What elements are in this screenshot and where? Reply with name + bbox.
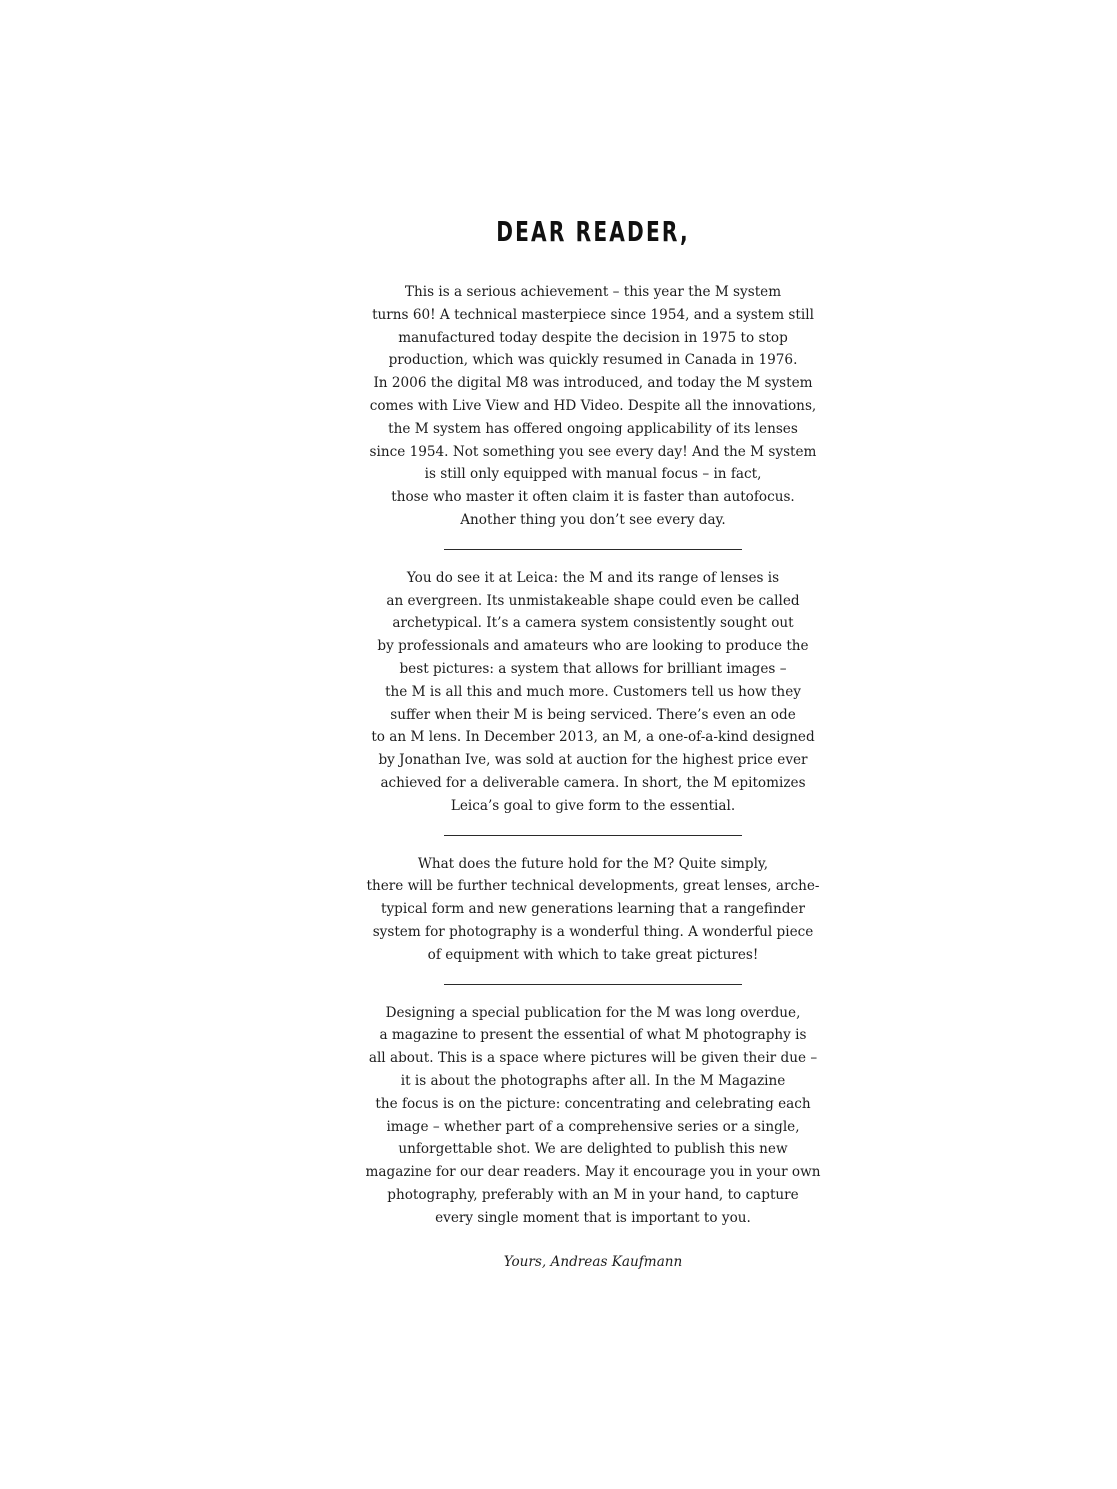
section-divider bbox=[444, 835, 742, 836]
paragraph-line: photography, preferably with an M in your hand, to capture bbox=[387, 1186, 799, 1203]
signature: Yours, Andreas Kaufmann bbox=[503, 1254, 683, 1271]
paragraph-line: turns 60! A technical masterpiece since 1954, and a system still bbox=[372, 306, 814, 323]
paragraph-line: Designing a special publication for the M was long overdue, bbox=[385, 1004, 801, 1021]
paragraph-line: an evergreen. Its unmistakeable shape could even be called bbox=[386, 592, 800, 609]
paragraph-line: to an M lens. In December 2013, an M, a one-of-a-kind designed bbox=[371, 729, 815, 746]
paragraph-line: the M is all this and much more. Customers tell us how they bbox=[385, 683, 801, 700]
paragraph-line: by professionals and amateurs who are looking to produce the bbox=[377, 638, 809, 655]
paragraph-line: In 2006 the digital M8 was introduced, and today the M system bbox=[373, 375, 813, 392]
paragraph-line: the focus is on the picture: concentrating and celebrating each bbox=[375, 1095, 811, 1112]
paragraph-4 bbox=[343, 1002, 843, 1230]
paragraph-line: comes with Live View and HD Video. Despite all the innovations, bbox=[369, 397, 817, 414]
paragraph-line: every single moment that is important to you. bbox=[435, 1209, 751, 1226]
paragraph-1 bbox=[343, 281, 843, 532]
paragraph-line: is still only equipped with manual focus – in fact, bbox=[424, 466, 762, 483]
letter-heading: DEAR READER, bbox=[496, 215, 690, 248]
paragraph-line: since 1954. Not something you see every day! And the M system bbox=[369, 443, 817, 460]
paragraph-line: You do see it at Leica: the M and its range of lenses is bbox=[406, 569, 780, 586]
paragraph-line: of equipment with which to take great pictures! bbox=[427, 946, 759, 963]
paragraph-3 bbox=[343, 853, 843, 967]
paragraph-line: system for photography is a wonderful thing. A wonderful piece bbox=[372, 923, 814, 940]
paragraph-line: typical form and new generations learning that a rangefinder bbox=[381, 901, 805, 918]
paragraph-line: manufactured today despite the decision in 1975 to stop bbox=[398, 329, 788, 346]
paragraph-2 bbox=[343, 567, 843, 818]
paragraph-line: all about. This is a space where pictures will be given their due – bbox=[368, 1050, 818, 1067]
paragraph-line: production, which was quickly resumed in Canada in 1976. bbox=[388, 352, 798, 369]
paragraph-line: best pictures: a system that allows for brilliant images – bbox=[399, 660, 787, 677]
paragraph-line: magazine for our dear readers. May it encourage you in your own bbox=[365, 1164, 821, 1181]
paragraph-line: those who master it often claim it is faster than autofocus. bbox=[391, 489, 795, 506]
paragraph-line: Another thing you don’t see every day. bbox=[460, 511, 726, 528]
paragraph-line: it is about the photographs after all. In the M Magazine bbox=[400, 1072, 786, 1089]
paragraph-line: there will be further technical developments, great lenses, arche- bbox=[366, 878, 820, 895]
letter-column bbox=[343, 212, 843, 1273]
paragraph-line: achieved for a deliverable camera. In short, the M epitomizes bbox=[380, 774, 806, 791]
paragraph-line: What does the future hold for the M? Quite simply, bbox=[417, 855, 769, 872]
paragraph-line: suffer when their M is being serviced. There’s even an ode bbox=[390, 706, 796, 723]
paragraph-line: the M system has offered ongoing applicability of its lenses bbox=[388, 420, 798, 437]
paragraph-line: Leica’s goal to give form to the essential. bbox=[450, 797, 736, 814]
paragraph-line: This is a serious achievement – this year the M system bbox=[404, 284, 782, 300]
paragraph-line: image – whether part of a comprehensive series or a single, bbox=[386, 1118, 800, 1135]
section-divider bbox=[444, 549, 742, 550]
paragraph-line: archetypical. It’s a camera system consistently sought out bbox=[392, 615, 794, 632]
section-divider bbox=[444, 984, 742, 985]
paragraph-line: by Jonathan Ive, was sold at auction for the highest price ever bbox=[378, 752, 808, 769]
paragraph-line: unforgettable shot. We are delighted to publish this new bbox=[398, 1141, 788, 1158]
paragraph-line: a magazine to present the essential of what M photography is bbox=[379, 1027, 807, 1044]
